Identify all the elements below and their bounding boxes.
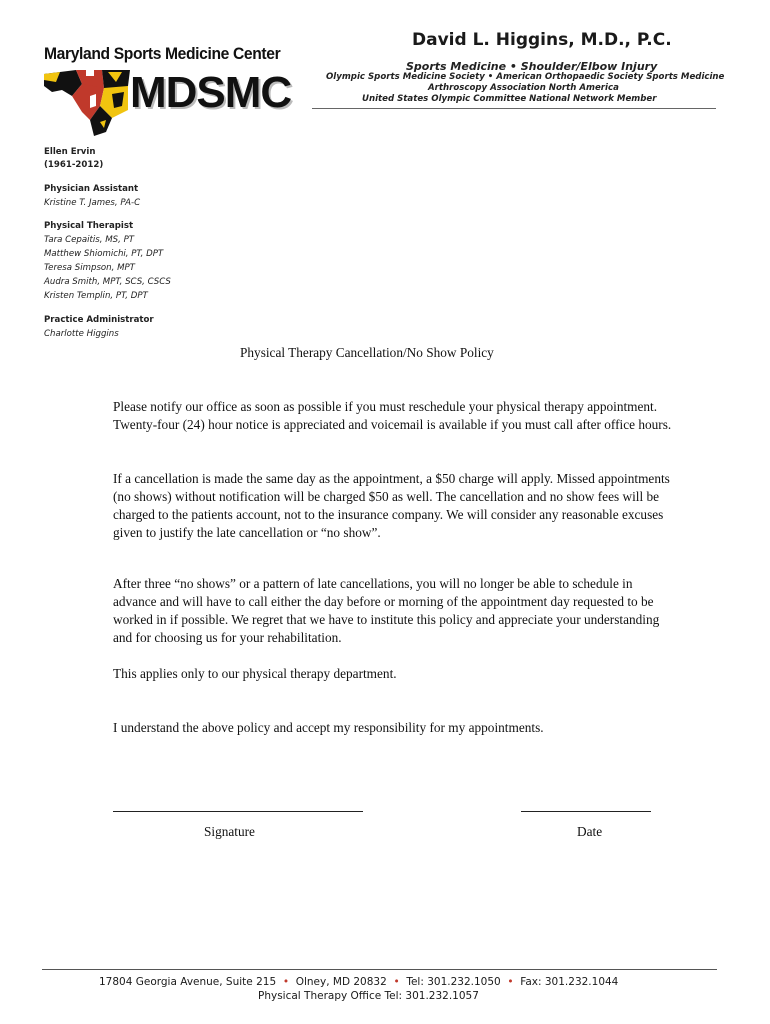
logo-text: MDSMC xyxy=(130,68,292,117)
date-line[interactable] xyxy=(521,811,651,812)
bullet-icon: • xyxy=(390,976,403,988)
footer-fax: Fax: 301.232.1044 xyxy=(520,976,619,988)
org-name: Maryland Sports Medicine Center xyxy=(44,44,281,63)
memorial-years: (1961-2012) xyxy=(44,160,104,170)
pa-heading: Physician Assistant xyxy=(44,184,139,194)
footer-divider xyxy=(42,969,717,970)
mdsmc-logo xyxy=(42,66,312,142)
pt-name: Teresa Simpson, MPT xyxy=(44,263,135,273)
bullet-icon: • xyxy=(279,976,293,988)
doctor-name: David L. Higgins, M.D., P.C. xyxy=(412,30,672,50)
society-line-3: United States Olympic Committee National Network Member xyxy=(362,94,657,104)
signature-line[interactable] xyxy=(113,811,363,812)
memorial-name: Ellen Ervin xyxy=(44,147,96,157)
pt-name: Audra Smith, MPT, SCS, CSCS xyxy=(44,277,171,287)
signature-label: Signature xyxy=(204,824,255,839)
bullet-icon: • xyxy=(504,976,517,988)
footer-contact xyxy=(99,976,618,988)
footer-address: 17804 Georgia Avenue, Suite 215 xyxy=(99,976,277,988)
society-line-2: Arthroscopy Association North America xyxy=(428,83,619,93)
policy-paragraph: After three “no shows” or a pattern of late cancellations, you will no longer be able to schedule in advance and will have to call either the day before or morning of the appointment day requested to be worked in if possible. We regret that we have to institute this policy and appreciate your understanding and for choosing us for your rehabilitation. xyxy=(113,576,660,645)
policy-paragraph: Please notify our office as soon as possible if you must reschedule your physical therapy appointment. Twenty-four (24) hour notice is appreciated and voicemail is available if you must call after office hours. xyxy=(113,399,672,432)
footer-city: Olney, MD 20832 xyxy=(295,976,387,988)
pt-name: Tara Cepaitis, MS, PT xyxy=(44,235,135,245)
pt-name: Kristen Templin, PT, DPT xyxy=(44,291,148,301)
header-divider xyxy=(312,108,716,109)
pt-heading: Physical Therapist xyxy=(44,221,134,231)
pt-name: Matthew Shiomichi, PT, DPT xyxy=(44,249,164,259)
pa-name: Kristine T. James, PA-C xyxy=(44,198,141,208)
footer-tel: Tel: 301.232.1050 xyxy=(406,976,501,988)
admin-name: Charlotte Higgins xyxy=(44,329,119,339)
footer-pt-office: Physical Therapy Office Tel: 301.232.1057 xyxy=(258,990,479,1002)
policy-paragraph: This applies only to our physical therapy department. xyxy=(113,666,397,681)
maryland-flag-map-icon xyxy=(42,66,134,142)
society-line-1: Olympic Sports Medicine Society • American Orthopaedic Society Sports Medicine xyxy=(326,72,725,82)
acknowledgement-paragraph: I understand the above policy and accept my responsibility for my appointments. xyxy=(113,720,544,735)
date-label: Date xyxy=(577,824,603,839)
specialty-line: Sports Medicine • Shoulder/Elbow Injury xyxy=(406,60,658,73)
policy-paragraph: If a cancellation is made the same day as the appointment, a $50 charge will apply. Missed appointments (no shows) without notification will be charged $50 as well. The cancellation and no show fees will be charged to the patients account, not to the insurance company. We will consider any reasonable excuses given to justify the late cancellation or “no show”. xyxy=(113,471,670,540)
policy-title: Physical Therapy Cancellation/No Show Policy xyxy=(240,345,494,360)
admin-heading: Practice Administrator xyxy=(44,315,154,325)
